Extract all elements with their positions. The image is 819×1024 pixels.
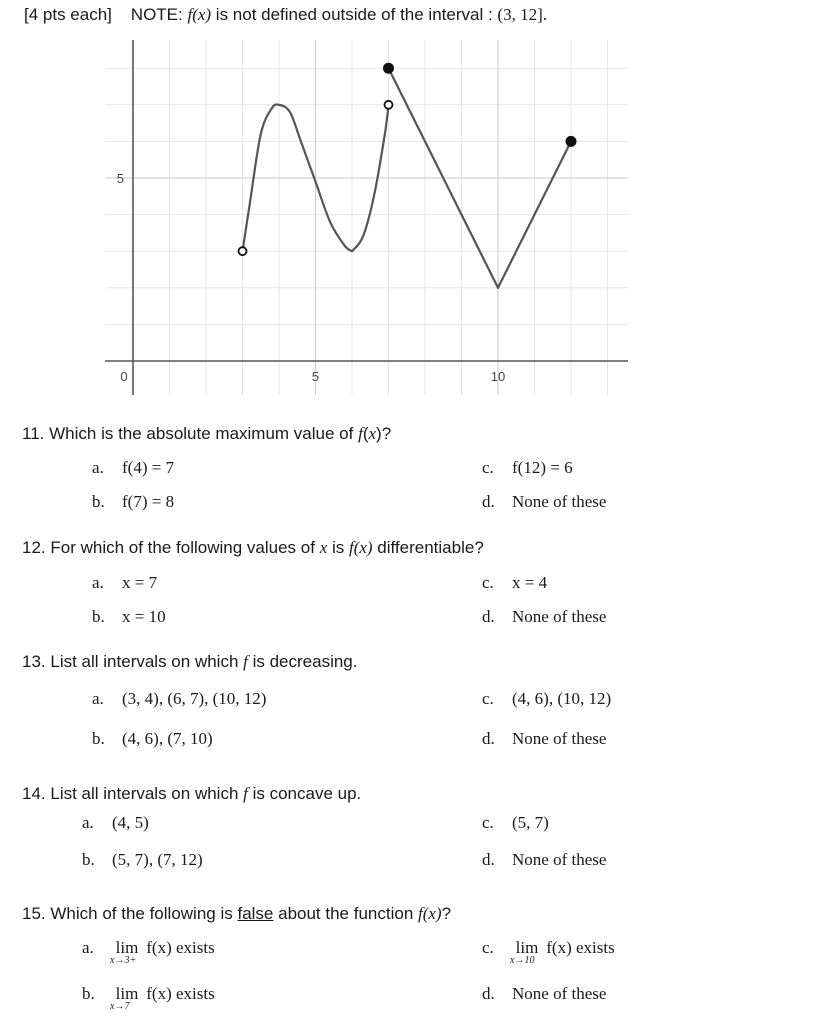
q13-option-a[interactable]: a. (3, 4), (6, 7), (10, 12) bbox=[92, 689, 267, 708]
note-prefix: NOTE: bbox=[130, 5, 188, 24]
q14-option-a[interactable]: a. (4, 5) bbox=[82, 813, 149, 832]
q13-option-d[interactable]: d. None of these bbox=[482, 729, 607, 748]
endpoints bbox=[239, 63, 577, 255]
q12-option-a[interactable]: a. x = 7 bbox=[92, 573, 158, 592]
function-graph bbox=[0, 0, 819, 410]
open-endpoint bbox=[239, 247, 247, 255]
q12-option-d[interactable]: d. None of these bbox=[482, 607, 607, 626]
points-note: [4 pts each] bbox=[24, 5, 112, 24]
limit-operator: lim x→3+ bbox=[110, 938, 139, 966]
q15-option-b[interactable]: b. lim x→7 f(x) exists bbox=[82, 984, 215, 1012]
x-tick-label: 5 bbox=[311, 369, 320, 384]
q11-option-c[interactable]: c. f(12) = 6 bbox=[482, 458, 573, 477]
question-number: 13. bbox=[22, 652, 46, 671]
q14-option-b[interactable]: b. (5, 7), (7, 12) bbox=[82, 850, 203, 869]
question-12: 12. For which of the following values of x is f(x) differentiable? bbox=[22, 538, 484, 557]
x-tick-label: 10 bbox=[490, 369, 506, 384]
question-number: 14. bbox=[22, 784, 46, 803]
x-tick-label: 0 bbox=[120, 369, 128, 384]
q11-option-a[interactable]: a. f(4) = 7 bbox=[92, 458, 175, 477]
q11-option-b[interactable]: b. f(7) = 8 bbox=[92, 492, 175, 511]
y-tick-label: 5 bbox=[116, 171, 124, 186]
q13-option-c[interactable]: c. (4, 6), (10, 12) bbox=[482, 689, 612, 708]
q15-option-c[interactable]: c. lim x→10 f(x) exists bbox=[482, 938, 615, 966]
q14-option-d[interactable]: d. None of these bbox=[482, 850, 607, 869]
grid-minor bbox=[105, 40, 628, 395]
question-number: 15. bbox=[22, 904, 46, 923]
axes bbox=[105, 40, 628, 395]
note-function: f(x) bbox=[187, 5, 212, 24]
q13-option-b[interactable]: b. (4, 6), (7, 10) bbox=[92, 729, 213, 748]
question-13: 13. List all intervals on which f is decreasing. bbox=[22, 652, 358, 671]
q12-option-c[interactable]: c. x = 4 bbox=[482, 573, 548, 592]
limit-operator: lim x→10 bbox=[510, 938, 539, 966]
question-number: 11. bbox=[22, 424, 45, 443]
q15-option-a[interactable]: a. lim x→3+ f(x) exists bbox=[82, 938, 215, 966]
question-number: 12. bbox=[22, 538, 46, 557]
closed-endpoint bbox=[566, 136, 576, 146]
note-text: is not defined outside of the interval : bbox=[211, 5, 498, 24]
question-11 bbox=[22, 424, 391, 444]
question-text: Which is the absolute maximum value of f(x)? bbox=[49, 424, 392, 443]
q12-option-b[interactable]: b. x = 10 bbox=[92, 607, 166, 626]
q15-option-d[interactable]: d. None of these bbox=[482, 984, 607, 1003]
note-interval: (3, 12]. bbox=[497, 5, 547, 24]
q11-option-d[interactable]: d. None of these bbox=[482, 492, 607, 511]
grid-major bbox=[105, 40, 628, 395]
limit-operator: lim x→7 bbox=[110, 984, 139, 1012]
question-14: 14. List all intervals on which f is concave up. bbox=[22, 784, 362, 803]
closed-endpoint bbox=[384, 63, 394, 73]
question-15: 15. Which of the following is false about the function f(x)? bbox=[22, 904, 452, 923]
open-endpoint bbox=[385, 101, 393, 109]
tick-labels bbox=[117, 171, 505, 384]
q14-option-c[interactable]: c. (5, 7) bbox=[482, 813, 549, 832]
